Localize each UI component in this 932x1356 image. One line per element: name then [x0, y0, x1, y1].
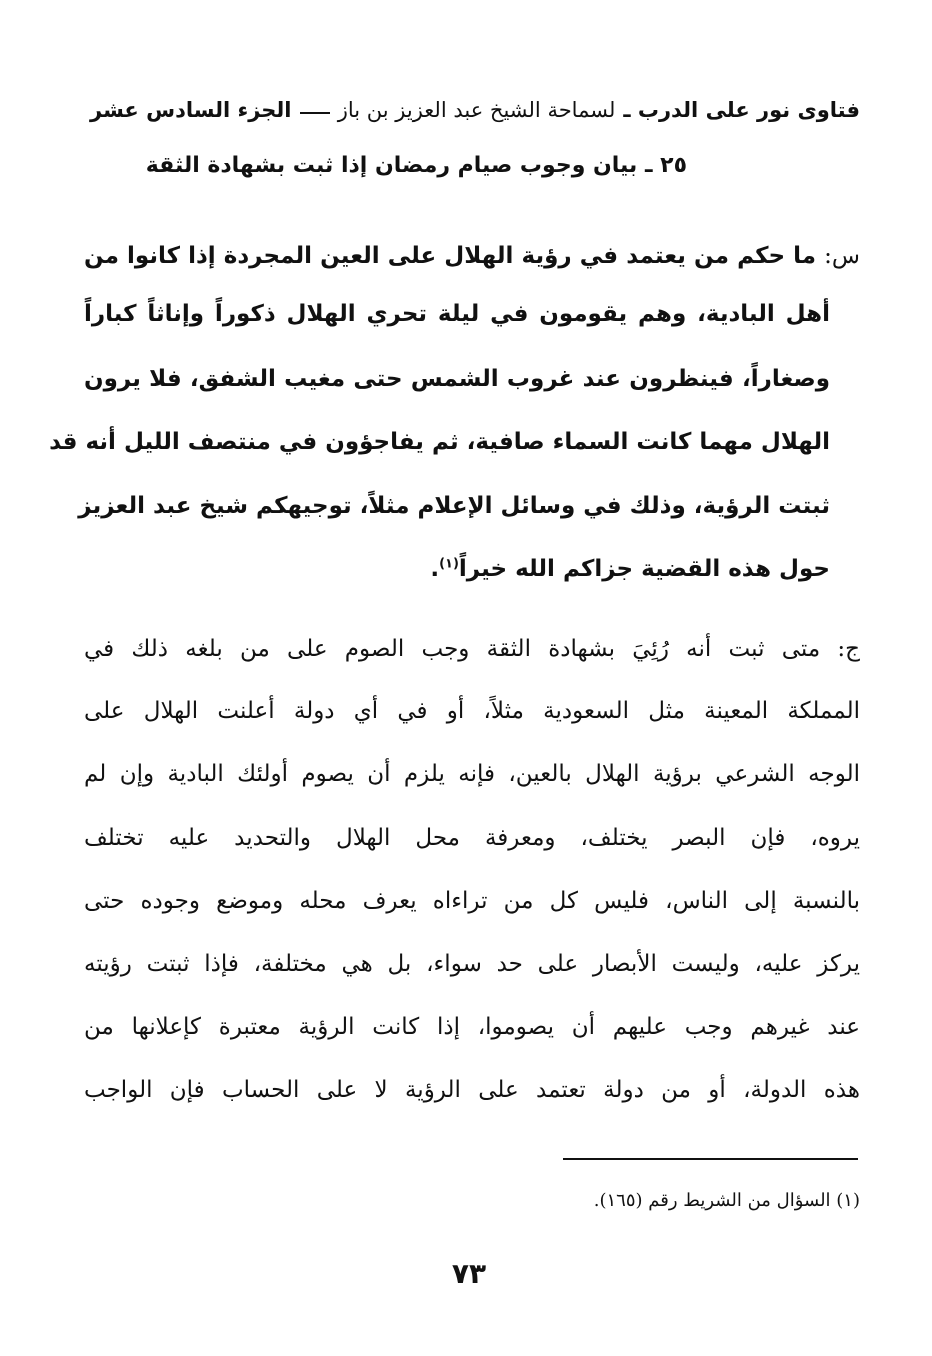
answer-line-7: عند غيرهم وجب عليهم أن يصوموا، إذا كانت الرؤية معتبرة كإعلانها من [84, 1014, 860, 1040]
answer-line-2: المملكة المعينة مثل السعودية مثلاً، أو في أي دولة أعلنت الهلال على [84, 698, 860, 724]
answer-line-3: الوجه الشرعي برؤية الهلال بالعين، فإنه يلزم أن يصوم أولئك البادية وإن لم [84, 761, 860, 787]
question-line-2: أهل البادية، وهم يقومون في ليلة تحري الهلال ذكوراً وإناثاً كباراً [84, 301, 830, 327]
question-line-3: وصغاراً، فينظرون عند غروب الشمس حتى مغيب الشفق، فلا يرون [84, 366, 830, 392]
section-title: ٢٥ ـ بيان وجوب صيام رمضان إذا ثبت بشهادة الثقة [145, 153, 687, 178]
question-line-4: الهلال مهما كانت السماء صافية، ثم يفاجؤون في منتصف الليل أنه قد [49, 429, 830, 455]
answer-text: متى ثبت أنه رُئِيَ بشهادة الثقة وجب الصوم على من بلغه ذلك في [84, 636, 821, 662]
answer-line-8: هذه الدولة، أو من دولة تعتمد على الرؤية لا على الحساب فإن الواجب [84, 1077, 860, 1103]
question-line-5: ثبتت الرؤية، وذلك في وسائل الإعلام مثلاً، توجيهكم شيخ عبد العزيز [78, 493, 830, 519]
book-title: فتاوى نور على الدرب ـ [623, 98, 860, 122]
footnote-marker: (١) [439, 556, 459, 572]
answer-line-5: بالنسبة إلى الناس، فليس كل من تراءاه يعرف محله وموضع وجوده حتى [84, 888, 860, 914]
question-line-1 [84, 232, 860, 280]
question-line-6 [170, 545, 830, 593]
question-closing-text: حول هذه القضية جزاكم الله خيراً [458, 556, 830, 582]
running-header [90, 92, 860, 128]
question-end-punctuation: . [430, 556, 440, 582]
answer-line-4: يروه، فإن البصر يختلف، ومعرفة محل الهلال والتحديد عليه تختلف [84, 825, 860, 851]
header-rule [300, 112, 330, 114]
page-number: ٧٣ [451, 1257, 487, 1290]
answer-line-6: يركز عليه، وليست الأبصار على حد سواء، بل هي مختلفة، فإذا ثبتت رؤيته [84, 951, 860, 977]
question-text: ما حكم من يعتمد في رؤية الهلال على العين المجردة إذا كانوا من [84, 243, 817, 269]
question-label: س: [824, 243, 860, 269]
author-name: لسماحة الشيخ عبد العزيز بن باز [337, 98, 616, 122]
volume-label: الجزء السادس عشر [90, 98, 292, 122]
footnote-separator [563, 1158, 858, 1160]
answer-label: ج: [837, 636, 861, 662]
answer-line-1 [84, 625, 860, 673]
footnote-text: (١) السؤال من الشريط رقم (١٦٥). [593, 1190, 860, 1211]
